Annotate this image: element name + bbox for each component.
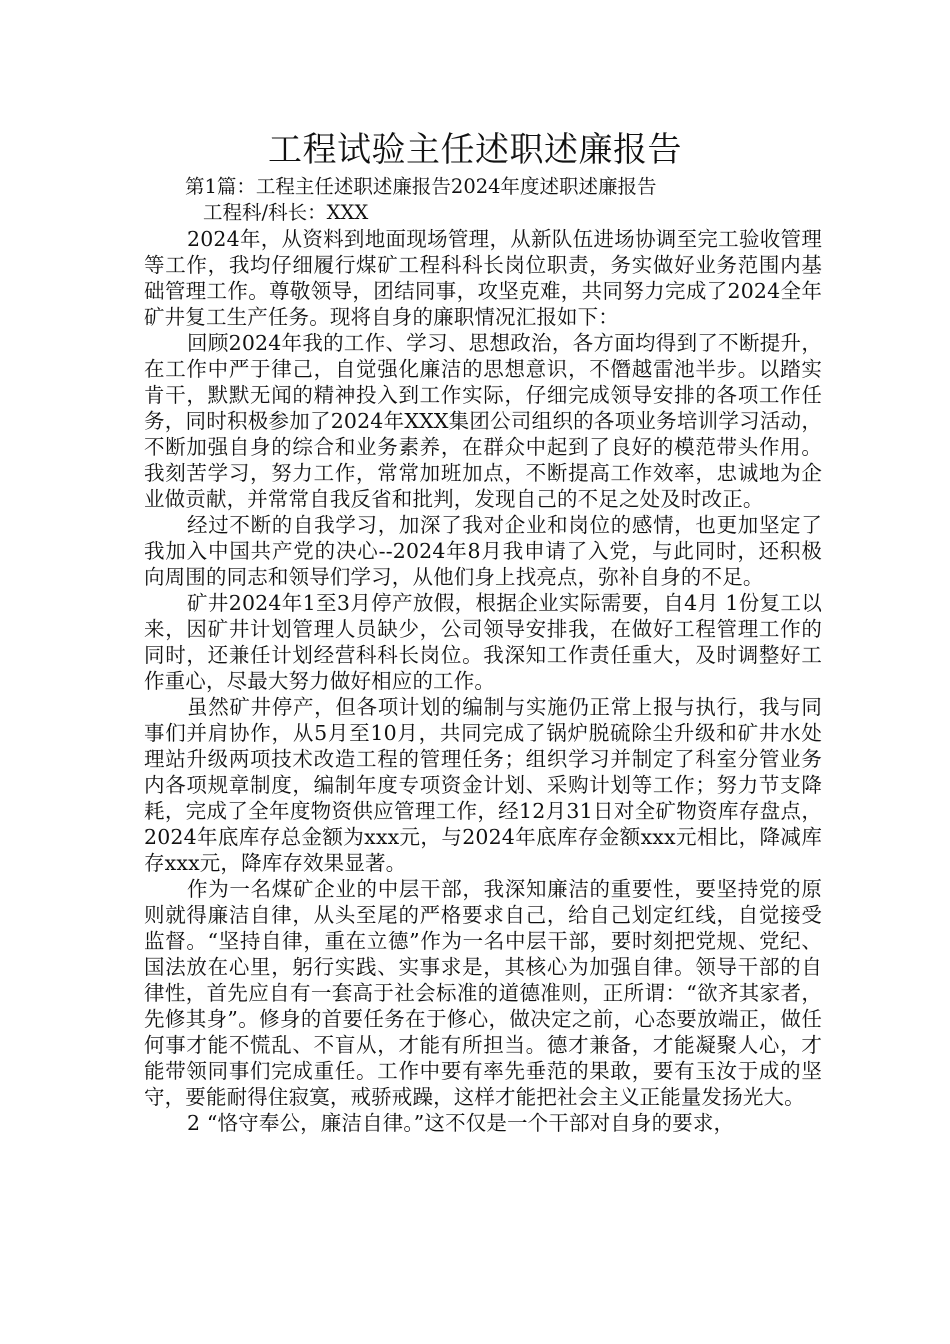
document-subtitle: 第1篇：工程主任述职述廉报告2024年度述职述廉报告 <box>185 175 657 198</box>
paragraph-1: 2024年，从资料到地面现场管理，从新队伍进场协调至完工验收管理等工作，我均仔细履行煤矿工程科科长岗位职责，务实做好业务范围内基础管理工作。尊敬领导，团结同事，攻坚克难，共同努力完成了2024全年矿井复工生产任务。现将自身的廉职情况汇报如下： <box>144 227 822 329</box>
paragraph-7: 2 “恪守奉公，廉洁自律。”这不仅是一个干部对自身的要求， <box>187 1111 735 1135</box>
author-line: 工程科/科长：XXX <box>203 201 369 224</box>
paragraph-6: 作为一名煤矿企业的中层干部，我深知廉洁的重要性，要坚持党的原则就得廉洁自律，从头至尾的严格要求自己，给自己划定红线，自觉接受监督。“坚持自律，重在立德”作为一名中层干部，要时刻把党规、党纪、国法放在心里，躬行实践、实事求是，其核心为加强自律。领导干部的自律性，首先应自有一套高于社会标准的道德准则，正所谓：“欲齐其家者，先修其身”。修身的首要任务在于修心，做决定之前，心态要放端正，做任何事才能不慌乱、不盲从，才能有所担当。德才兼备，才能凝聚人心，才能带领同事们完成重任。工作中要有率先垂范的果敢，要有玉汝于成的坚守，要能耐得住寂寞，戒骄戒躁，这样才能把社会主义正能量发扬光大。 <box>144 877 822 1109</box>
paragraph-5: 虽然矿井停产，但各项计划的编制与实施仍正常上报与执行，我与同事们并肩协作，从5月至10月，共同完成了锅炉脱硫除尘升级和矿井水处理站升级两项技术改造工程的管理任务；组织学习并制定了科室分管业务内各项规章制度，编制年度专项资金计划、采购计划等工作；努力节支降耗，完成了全年度物资供应管理工作，经12月31日对全矿物资库存盘点，2024年底库存总金额为xxx元，与2024年底库存金额xxx元相比，降减库存xxx元，降库存效果显著。 <box>144 695 822 875</box>
document-body <box>144 226 822 1136</box>
paragraph-4: 矿井2024年1至3月停产放假，根据企业实际需要，自4月 1份复工以来，因矿井计划管理人员缺少，公司领导安排我，在做好工程管理工作的同时，还兼任计划经营科科长岗位。我深知工作责任重大，及时调整好工作重心，尽最大努力做好相应的工作。 <box>144 591 822 693</box>
paragraph-2: 回顾2024年我的工作、学习、思想政治，各方面均得到了不断提升，在工作中严于律己，自觉强化廉洁的思想意识，不僭越雷池半步。以踏实肯干，默默无闻的精神投入到工作实际，仔细完成领导安排的各项工作任务，同时积极参加了2024年XXX集团公司组织的各项业务培训学习活动，不断加强自身的综合和业务素养，在群众中起到了良好的模范带头作用。我刻苦学习，努力工作，常常加班加点，不断提高工作效率，忠诚地为企业做贡献，并常常自我反省和批判，发现自己的不足之处及时改正。 <box>144 331 822 511</box>
document-title: 工程试验主任述职述廉报告 <box>268 130 682 170</box>
paragraph-3: 经过不断的自我学习，加深了我对企业和岗位的感情，也更加坚定了我加入中国共产党的决心--2024年8月我申请了入党，与此同时，还积极向周围的同志和领导们学习，从他们身上找亮点，弥补自身的不足。 <box>144 513 822 589</box>
